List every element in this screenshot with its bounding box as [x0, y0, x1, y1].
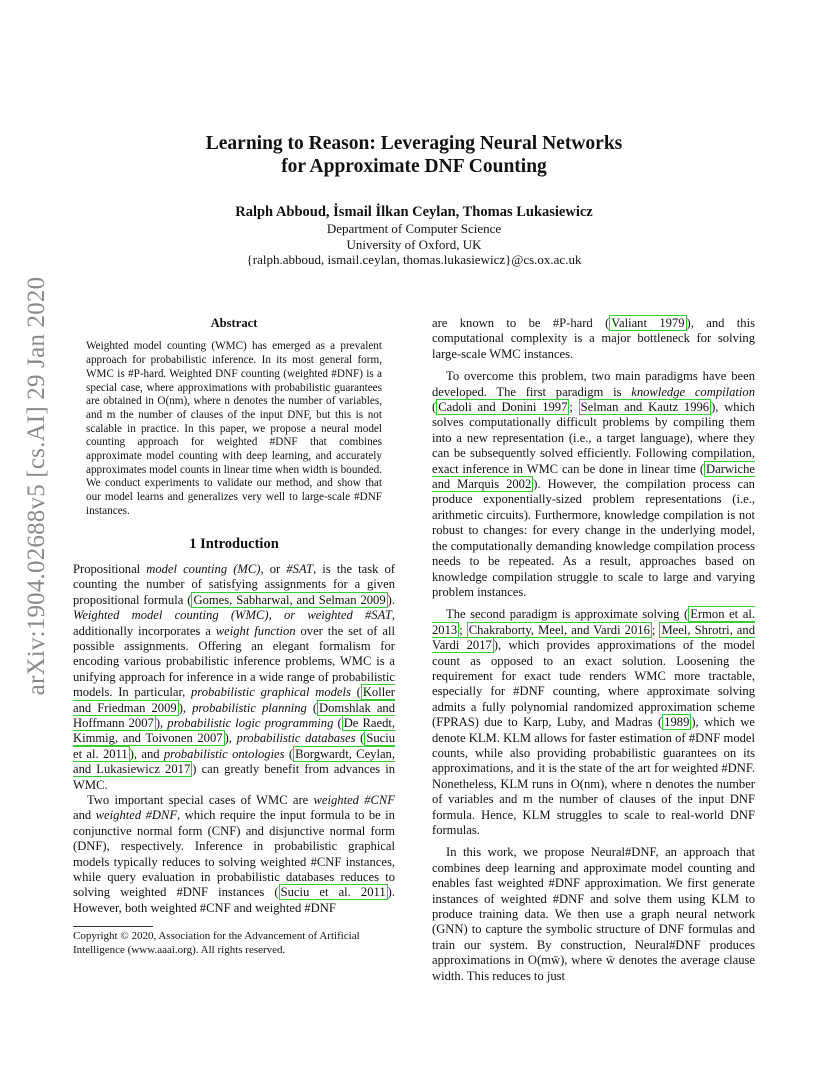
intro-paragraph-6: In this work, we propose Neural#DNF, an approach that combines deep learning and approximate model counting and enables fast weighted #DNF approximation. We first generate instances of weighted #DNF and solve them using KLM to produce training data. We then use a graph neural network (GNN) to capture the symbolic structure of DNF formulas and train our system. By construction, Neural#DNF produces approximations in O(mw̄), where w̄ denotes the average clause width. This reduces to just	[432, 845, 755, 983]
citation-link[interactable]: Cadoli and Donini 1997	[438, 400, 568, 415]
intro-paragraph-1: Propositional model counting (MC), or #SAT, is the task of counting the number of satisfying assignments for a given propositional formula ( Gomes, Sabharwal, and Selman 2009 ). Weighted model counting (WMC), or weighted #SAT, additionally incorporates a weight function over the set of all possible assignments. Offering an elegant formalism for encoding various probabilistic inference problems, WMC is a unifying approach for inference in a wide range of probabilistic models. In particular, probabilistic graphical models ( Koller and Friedman 2009 ), probabilistic planning ( Domshlak and Hoffmann 2007 ), probabilistic logic programming ( De Raedt, Kimmig, and Toivonen 2007 ), probabilistic databases ( Suciu et al. 2011 ), and probabilistic ontologies ( Borgwardt, Ceylan, and Lukasiewicz 2017 ) can greatly benefit from advances in WMC.	[73, 561, 396, 792]
title-line-2: for Approximate DNF Counting	[281, 156, 547, 177]
copyright-footnote: Copyright © 2020, Association for the Advancement of Artificial Intelligence (www.aaai.org). All rights reserved.	[73, 930, 360, 956]
citation-link[interactable]: Borgwardt, Ceylan, and Lukasiewicz 2017	[73, 746, 395, 777]
right-column	[432, 316, 755, 984]
footnote-rule	[73, 926, 153, 927]
arxiv-stamp	[20, 276, 54, 696]
left-column	[73, 316, 395, 916]
citation-link[interactable]: Suciu et al. 2011	[280, 885, 386, 900]
citation-link[interactable]: Chakraborty, Meel, and Vardi 2016	[468, 622, 650, 637]
citation-link[interactable]: Gomes, Sabharwal, and Selman 2009	[193, 592, 386, 607]
intro-paragraph-2: Two important special cases of WMC are weighted #CNF and weighted #DNF, which require the input formula to be in conjunctive normal form (CNF) and disjunctive normal form (DNF), respectively. Inference in probabilistic graphical models typically reduces to solving weighted #CNF instances, while query evaluation in probabilistic databases reduces to solving weighted #DNF instances ( Suciu et al. 2011 ). However, both weighted #CNF and weighted #DNF	[73, 793, 395, 915]
citation-link[interactable]: 1989	[664, 715, 690, 730]
affiliation-univ: University of Oxford, UK	[346, 236, 482, 252]
paper-title	[120, 132, 708, 178]
arxiv-stamp-text: arXiv:1904.02688v5 [cs.AI] 29 Jan 2020	[23, 276, 50, 696]
citation-link[interactable]: Ermon et al. 2013	[432, 607, 756, 637]
citation-link[interactable]: Valiant 1979	[611, 316, 685, 330]
title-line-1: Learning to Reason: Leveraging Neural Networks	[205, 133, 623, 154]
intro-paragraph-4: To overcome this problem, two main paradigms have been developed. The first paradigm is knowledge compilation ( Cadoli and Donini 1997 ; Selman and Kautz 1996 ), which solves computationally difficult problems by compiling them into a new representation (i.e., a target language), where they can be subsequently solved efficiently. Following compilation, exact inference in WMC can be done in linear time ( Darwiche and Marquis 2002 ). However, the compilation process can produce exponentially-sized problem representations (i.e., arithmetic circuits). Furthermore, knowledge compilation is not robust to changes: for every change in the underlying model, the computationally demanding knowledge compilation process needs to be repeated. As a result, approaches based on knowledge compilation struggle to scale to large and varying problem instances.	[432, 369, 755, 599]
affiliation-dept: Department of Computer Science	[326, 221, 502, 236]
citation-link[interactable]: Koller and Friedman 2009	[73, 685, 395, 715]
abstract-text: Weighted model counting (WMC) has emerged as a prevalent approach for probabilistic inference. In its most general form, WMC is #P-hard. Weighted DNF counting (weighted #DNF) is a special case, where approximations with probabilistic guarantees are obtained in O(nm), where n denotes the number of variables, and m the number of clauses of the input DNF, but this is not scalable in practice. In this paper, we propose a neural model counting approach for weighted #DNF that combines approximate model counting with deep learning, and accurately approximates model counts in linear time when width is bounded. We conduct experiments to validate our method, and show that our model learns and generalizes very well to large-scale #DNF instances.	[86, 340, 382, 517]
citation-link[interactable]: Darwiche and Marquis 2002	[432, 461, 755, 492]
intro-paragraph-3: are known to be #P-hard ( Valiant 1979 ), and this computational complexity is a major bottleneck for solving large-scale WMC instances.	[432, 316, 755, 361]
authors: Ralph Abboud, İsmail İlkan Ceylan, Thomas Lukasiewicz	[235, 204, 593, 220]
citation-link[interactable]: Domshlak and Hoffmann 2007	[73, 700, 396, 731]
affiliation	[120, 221, 708, 268]
citation-link[interactable]: Suciu et al. 2011	[73, 731, 396, 761]
citation-link[interactable]: De Raedt, Kimmig, and Toivonen 2007	[73, 716, 396, 746]
section-heading-introduction: 1 Introduction	[189, 535, 279, 552]
citation-link[interactable]: Selman and Kautz 1996	[580, 400, 710, 415]
intro-paragraph-5: The second paradigm is approximate solving ( Ermon et al. 2013 ; Chakraborty, Meel, and Vardi 2016 ; Meel, Shrotri, and Vardi 2017 ), which provides approximations of the model count as opposed to an exact solution. Loosening the requirement for exact tude renders WMC more tractable, especially for #DNF counting, where approximate solving admits a fully polynomial randomized approximation scheme (FPRAS) due to Karp, Luby, and Madras ( 1989 ), which we denote KLM. KLM allows for faster estimation of #DNF model counts, while also providing probabilistic guarantees on its approximations, and it is the state of the art for weighted #DNF. Nonetheless, KLM runs in O(nm), where n denotes the number of variables and m the number of clauses of the input DNF formula. Hence, KLM struggles to scale to real-world DNF formulas.	[432, 607, 756, 837]
affiliation-email: {ralph.abboud, ismail.ceylan, thomas.lukasiewicz}@cs.ox.ac.uk	[246, 252, 582, 267]
citation-link[interactable]: Meel, Shrotri, and Vardi 2017	[432, 622, 755, 653]
abstract-heading: Abstract	[210, 316, 258, 330]
